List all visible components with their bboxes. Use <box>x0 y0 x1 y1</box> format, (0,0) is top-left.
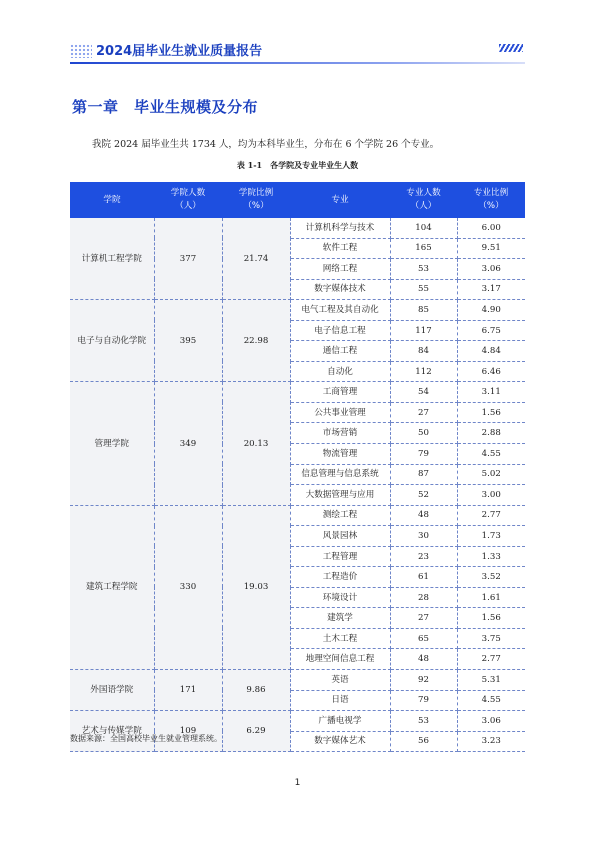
major-name-cell: 工商管理 <box>290 382 390 403</box>
table-row <box>70 218 525 238</box>
major-name-cell: 工程管理 <box>290 546 390 567</box>
major-ratio-cell: 1.56 <box>457 402 525 423</box>
school-name-cell: 计算机工程学院 <box>70 218 154 300</box>
major-count-cell: 79 <box>390 444 457 465</box>
major-ratio-cell: 6.75 <box>457 320 525 341</box>
major-ratio-cell: 3.06 <box>457 711 525 732</box>
major-name-cell: 建筑学 <box>290 608 390 629</box>
major-name-cell: 日语 <box>290 690 390 711</box>
major-count-cell: 53 <box>390 711 457 732</box>
report-title: 2024届毕业生就业质量报告 <box>96 44 263 59</box>
major-count-cell: 104 <box>390 218 457 238</box>
major-count-cell: 117 <box>390 320 457 341</box>
school-name-cell: 电子与自动化学院 <box>70 300 154 382</box>
major-count-cell: 79 <box>390 690 457 711</box>
major-ratio-cell: 3.00 <box>457 485 525 506</box>
major-ratio-cell: 5.02 <box>457 464 525 485</box>
school-count-cell: 377 <box>154 218 222 300</box>
major-count-cell: 27 <box>390 608 457 629</box>
major-name-cell: 网络工程 <box>290 259 390 280</box>
school-ratio-cell: 21.74 <box>222 218 290 300</box>
major-name-cell: 自动化 <box>290 361 390 382</box>
graduates-table <box>70 182 525 752</box>
major-ratio-cell: 2.77 <box>457 505 525 526</box>
major-count-cell: 55 <box>390 279 457 300</box>
school-name-cell: 艺术与传媒学院 <box>70 711 154 752</box>
major-name-cell: 信息管理与信息系统 <box>290 464 390 485</box>
table-caption: 表 1-1 各学院及专业毕业生人数 <box>236 160 359 170</box>
major-count-cell: 48 <box>390 649 457 670</box>
major-ratio-cell: 4.90 <box>457 300 525 321</box>
school-ratio-cell: 6.29 <box>222 711 290 752</box>
dots-decoration-icon <box>70 44 92 58</box>
intro-paragraph: 我院 2024 届毕业生共 1734 人，均为本科毕业生，分布在 6 个学院 26 个专业。 <box>92 139 440 150</box>
major-ratio-cell: 4.55 <box>457 690 525 711</box>
school-count-cell: 109 <box>154 711 222 752</box>
major-name-cell: 市场营销 <box>290 423 390 444</box>
table-row <box>70 670 525 691</box>
major-count-cell: 112 <box>390 361 457 382</box>
school-count-cell: 349 <box>154 382 222 505</box>
major-ratio-cell: 3.11 <box>457 382 525 403</box>
major-ratio-cell: 1.61 <box>457 587 525 608</box>
header-school-ratio: 学院比例 （%） <box>222 182 290 218</box>
table-row <box>70 711 525 732</box>
school-count-cell: 330 <box>154 505 222 669</box>
major-name-cell: 工程造价 <box>290 567 390 588</box>
major-name-cell: 通信工程 <box>290 341 390 362</box>
school-name-cell: 外国语学院 <box>70 670 154 711</box>
major-count-cell: 50 <box>390 423 457 444</box>
major-ratio-cell: 6.00 <box>457 218 525 238</box>
stripes-decoration-icon <box>499 44 523 52</box>
major-ratio-cell: 5.31 <box>457 670 525 691</box>
school-count-cell: 395 <box>154 300 222 382</box>
major-ratio-cell: 3.75 <box>457 628 525 649</box>
major-ratio-cell: 4.55 <box>457 444 525 465</box>
major-ratio-cell: 3.17 <box>457 279 525 300</box>
header-major-count: 专业人数 （人） <box>390 182 457 218</box>
table-row <box>70 382 525 403</box>
major-name-cell: 软件工程 <box>290 238 390 259</box>
major-count-cell: 56 <box>390 731 457 752</box>
page-number: 1 <box>294 778 301 788</box>
school-ratio-cell: 19.03 <box>222 505 290 669</box>
major-count-cell: 61 <box>390 567 457 588</box>
major-name-cell: 土木工程 <box>290 628 390 649</box>
major-name-cell: 测绘工程 <box>290 505 390 526</box>
major-name-cell: 公共事业管理 <box>290 402 390 423</box>
major-count-cell: 165 <box>390 238 457 259</box>
page-header <box>0 0 595 70</box>
header-major-ratio: 专业比例 （%） <box>457 182 525 218</box>
major-name-cell: 环境设计 <box>290 587 390 608</box>
school-name-cell: 建筑工程学院 <box>70 505 154 669</box>
major-count-cell: 65 <box>390 628 457 649</box>
major-name-cell: 数字媒体技术 <box>290 279 390 300</box>
header-school: 学院 <box>70 182 154 218</box>
school-ratio-cell: 20.13 <box>222 382 290 505</box>
major-name-cell: 英语 <box>290 670 390 691</box>
major-ratio-cell: 1.33 <box>457 546 525 567</box>
header-school-count: 学院人数 （人） <box>154 182 222 218</box>
table-row <box>70 505 525 526</box>
major-ratio-cell: 4.84 <box>457 341 525 362</box>
major-ratio-cell: 9.51 <box>457 238 525 259</box>
major-name-cell: 风景园林 <box>290 526 390 547</box>
header-divider <box>70 62 525 64</box>
school-count-cell: 171 <box>154 670 222 711</box>
major-count-cell: 84 <box>390 341 457 362</box>
data-source-note: 数据来源：全国高校毕业生就业管理系统。 <box>70 734 222 743</box>
major-ratio-cell: 3.52 <box>457 567 525 588</box>
school-name-cell: 管理学院 <box>70 382 154 505</box>
table-body <box>70 218 525 752</box>
major-name-cell: 电气工程及其自动化 <box>290 300 390 321</box>
table-header-row <box>70 182 525 218</box>
major-name-cell: 数字媒体艺术 <box>290 731 390 752</box>
major-count-cell: 53 <box>390 259 457 280</box>
major-ratio-cell: 3.06 <box>457 259 525 280</box>
major-name-cell: 地理空间信息工程 <box>290 649 390 670</box>
major-name-cell: 电子信息工程 <box>290 320 390 341</box>
chapter-title: 第一章 毕业生规模及分布 <box>72 98 259 116</box>
major-name-cell: 物流管理 <box>290 444 390 465</box>
table-row <box>70 300 525 321</box>
major-count-cell: 92 <box>390 670 457 691</box>
major-count-cell: 23 <box>390 546 457 567</box>
major-ratio-cell: 2.88 <box>457 423 525 444</box>
header-major: 专业 <box>290 182 390 218</box>
major-count-cell: 87 <box>390 464 457 485</box>
major-ratio-cell: 1.73 <box>457 526 525 547</box>
major-count-cell: 27 <box>390 402 457 423</box>
major-count-cell: 48 <box>390 505 457 526</box>
major-count-cell: 52 <box>390 485 457 506</box>
major-name-cell: 计算机科学与技术 <box>290 218 390 238</box>
major-name-cell: 大数据管理与应用 <box>290 485 390 506</box>
major-count-cell: 54 <box>390 382 457 403</box>
major-count-cell: 28 <box>390 587 457 608</box>
major-ratio-cell: 1.56 <box>457 608 525 629</box>
major-name-cell: 广播电视学 <box>290 711 390 732</box>
school-ratio-cell: 22.98 <box>222 300 290 382</box>
major-count-cell: 85 <box>390 300 457 321</box>
major-count-cell: 30 <box>390 526 457 547</box>
school-ratio-cell: 9.86 <box>222 670 290 711</box>
major-ratio-cell: 3.23 <box>457 731 525 752</box>
major-ratio-cell: 6.46 <box>457 361 525 382</box>
major-ratio-cell: 2.77 <box>457 649 525 670</box>
